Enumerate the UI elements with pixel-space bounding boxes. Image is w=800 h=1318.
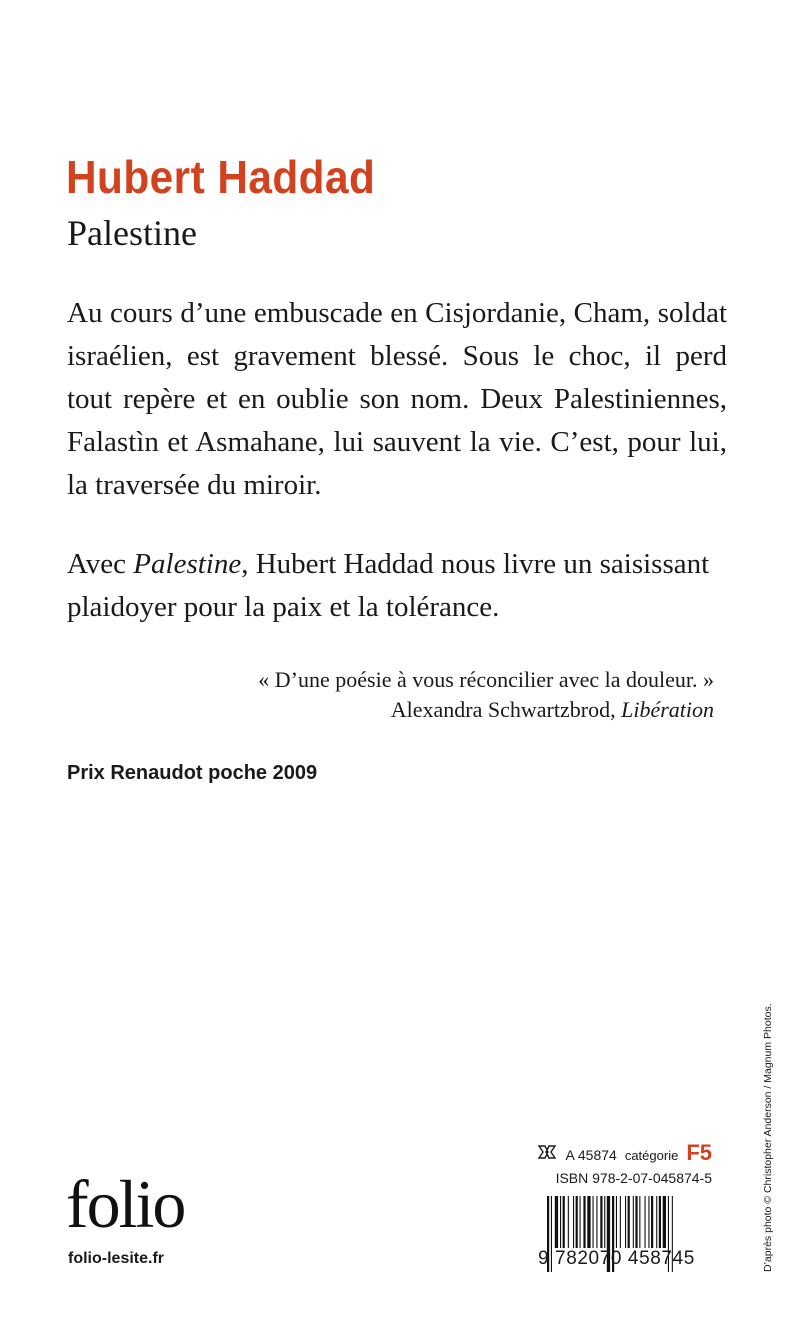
barcode-bar <box>620 1196 621 1248</box>
barcode-bar <box>651 1196 653 1248</box>
photo-credit: D’après photo © Christopher Anderson / Magnum Photos. <box>762 1003 774 1272</box>
barcode-bar <box>663 1196 666 1248</box>
quote-attribution <box>114 695 714 725</box>
book-title: Palestine <box>67 213 197 253</box>
barcode-bar <box>593 1196 594 1248</box>
barcode-bar <box>580 1196 581 1248</box>
website-link[interactable]: folio-lesite.fr <box>68 1250 165 1267</box>
barcode-bar <box>583 1196 585 1248</box>
blurb-paragraph <box>67 292 727 507</box>
barcode-bar <box>604 1196 605 1248</box>
barcode-digits: 9 782070 458745 <box>538 1248 695 1269</box>
prize-note: Prix Renaudot poche 2009 <box>67 762 318 784</box>
blurb-line: israélien, est gravement blessé. Sous le choc, il perd <box>67 340 727 372</box>
barcode-bar <box>568 1196 569 1248</box>
barcode-bar <box>600 1196 602 1248</box>
barcode-bar <box>635 1196 637 1248</box>
blurb-line: Falastìn et Asmahane, lui sauvent la vie. C’est, pour lui, <box>67 426 727 458</box>
gallimard-emblem-icon <box>537 1144 557 1163</box>
category-label: catégorie <box>624 1148 679 1163</box>
summary-line-1 <box>67 543 727 586</box>
folio-logo: folio <box>66 1166 185 1242</box>
blurb-line: tout repère et en oublie son nom. Deux Palestiniennes, <box>67 383 727 415</box>
press-quote <box>114 665 714 725</box>
catalog-line <box>537 1140 712 1166</box>
barcode-bar <box>616 1196 617 1248</box>
barcode-bar <box>628 1196 630 1248</box>
barcode-bar <box>625 1196 626 1248</box>
barcode-bar <box>633 1196 634 1248</box>
author-name: Hubert Haddad <box>66 151 376 203</box>
barcode-bar <box>563 1196 565 1248</box>
isbn-number: ISBN 978-2-07-045874-5 <box>555 1170 712 1186</box>
summary-paragraph <box>67 543 727 629</box>
barcode-bar <box>596 1196 597 1248</box>
summary-line-2: plaidoyer pour la paix et la tolérance. <box>67 591 500 623</box>
quote-author: Alexandra Schwartzbrod, <box>390 697 622 722</box>
barcode-bar <box>576 1196 578 1248</box>
catalog-code: A 45874 <box>565 1147 617 1163</box>
barcode-bar <box>648 1196 649 1248</box>
summary-rest: , Hubert Haddad nous livre un saisissant <box>241 548 710 580</box>
summary-prefix: Avec <box>67 548 134 580</box>
summary-title-italic: Palestine <box>133 548 242 580</box>
barcode-bar <box>560 1196 561 1248</box>
barcode-bar <box>587 1196 590 1248</box>
blurb-line: la traversée du miroir. <box>67 469 322 501</box>
barcode-bar <box>656 1196 657 1248</box>
barcode-bar <box>645 1196 646 1248</box>
barcode-bar <box>659 1196 661 1248</box>
blurb-line: Au cours d’une embuscade en Cisjordanie, Cham, soldat <box>67 297 727 329</box>
barcode-bar <box>573 1196 574 1248</box>
quote-text: « D’une poésie à vous réconcilier avec la douleur. » <box>258 667 714 692</box>
barcode-bar <box>639 1196 640 1248</box>
barcode-bar <box>555 1196 558 1248</box>
category-grade: F5 <box>686 1140 712 1165</box>
quote-source: Libération <box>621 697 714 722</box>
